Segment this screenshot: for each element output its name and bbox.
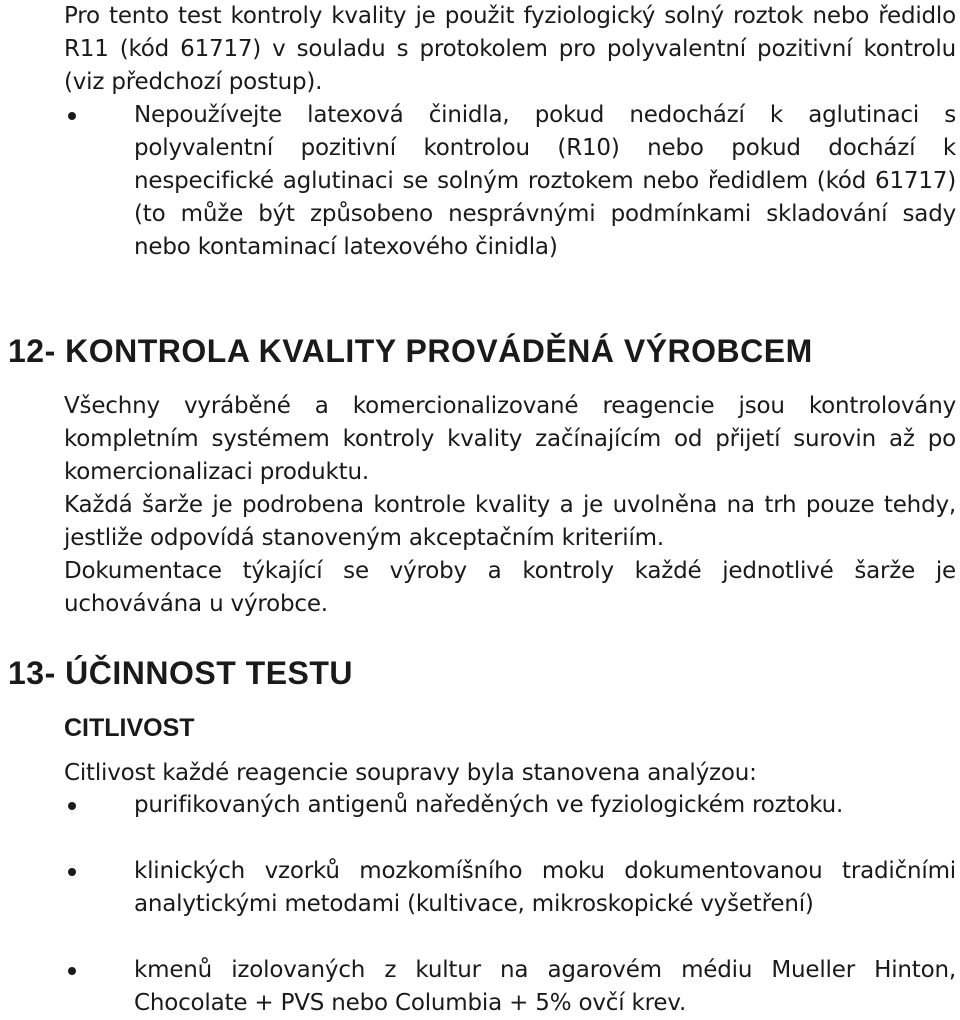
citlivost-subheading: CITLIVOST: [64, 714, 195, 742]
list-item-text: Nepoužívejte latexová činidla, pokud nedochází k aglutinaci s polyvalentní pozitivní kontrolou (R10) nebo pokud dochází k nespecifické aglutinaci se solným roztokem nebo ředidlem (kód 61717) (to může být způsobeno nesprávnými podmínkami skladování sady nebo kontaminací latexového činidla): [134, 102, 956, 260]
bullet-icon: [68, 868, 76, 876]
list-item-text: purifikovaných antigenů naředěných ve fyziologickém roztoku.: [134, 792, 844, 818]
section-12-paragraph: Každá šarže je podrobena kontrole kvality a je uvolněna na trh pouze tehdy, jestliže odpovídá stanoveným akceptačním kriteriím.: [64, 492, 956, 551]
list-item: [134, 789, 956, 822]
list-item-text: klinických vzorků mozkomíšního moku dokumentovanou tradičními analytickými metodami (kultivace, mikroskopické vyšetření): [134, 858, 956, 917]
section-12-heading: 12- KONTROLA KVALITY PROVÁDĚNÁ VÝROBCEM: [8, 333, 813, 369]
list-item-text: kmenů izolovaných z kultur na agarovém médiu Mueller Hinton, Chocolate + PVS nebo Columbia + 5% ovčí krev.: [134, 957, 956, 1016]
list-item: [134, 954, 956, 1020]
list-item: [134, 99, 956, 264]
intro-paragraph: Pro tento test kontroly kvality je použit fyziologický solný roztok nebo ředidlo R11 (kód 61717) v souladu s protokolem pro polyvalentní pozitivní kontrolu (viz předchozí postup).: [64, 3, 956, 95]
section-12-paragraph: Dokumentace týkající se výroby a kontroly každé jednotlivé šarže je uchovávána u výrobce.: [64, 558, 956, 617]
bullet-icon: [68, 802, 76, 810]
bullet-icon: [68, 112, 76, 120]
section-13-heading: 13- ÚČINNOST TESTU: [8, 655, 354, 691]
bullet-icon: [68, 967, 76, 975]
section-12-paragraph: Všechny vyráběné a komercionalizované reagencie jsou kontrolovány kompletním systémem kontroly kvality začínajícím od přijetí surovin až po komercionalizaci produktu.: [64, 393, 956, 485]
list-item: [134, 855, 956, 921]
section-13-intro: Citlivost každé reagencie soupravy byla stanovena analýzou:: [64, 760, 757, 786]
